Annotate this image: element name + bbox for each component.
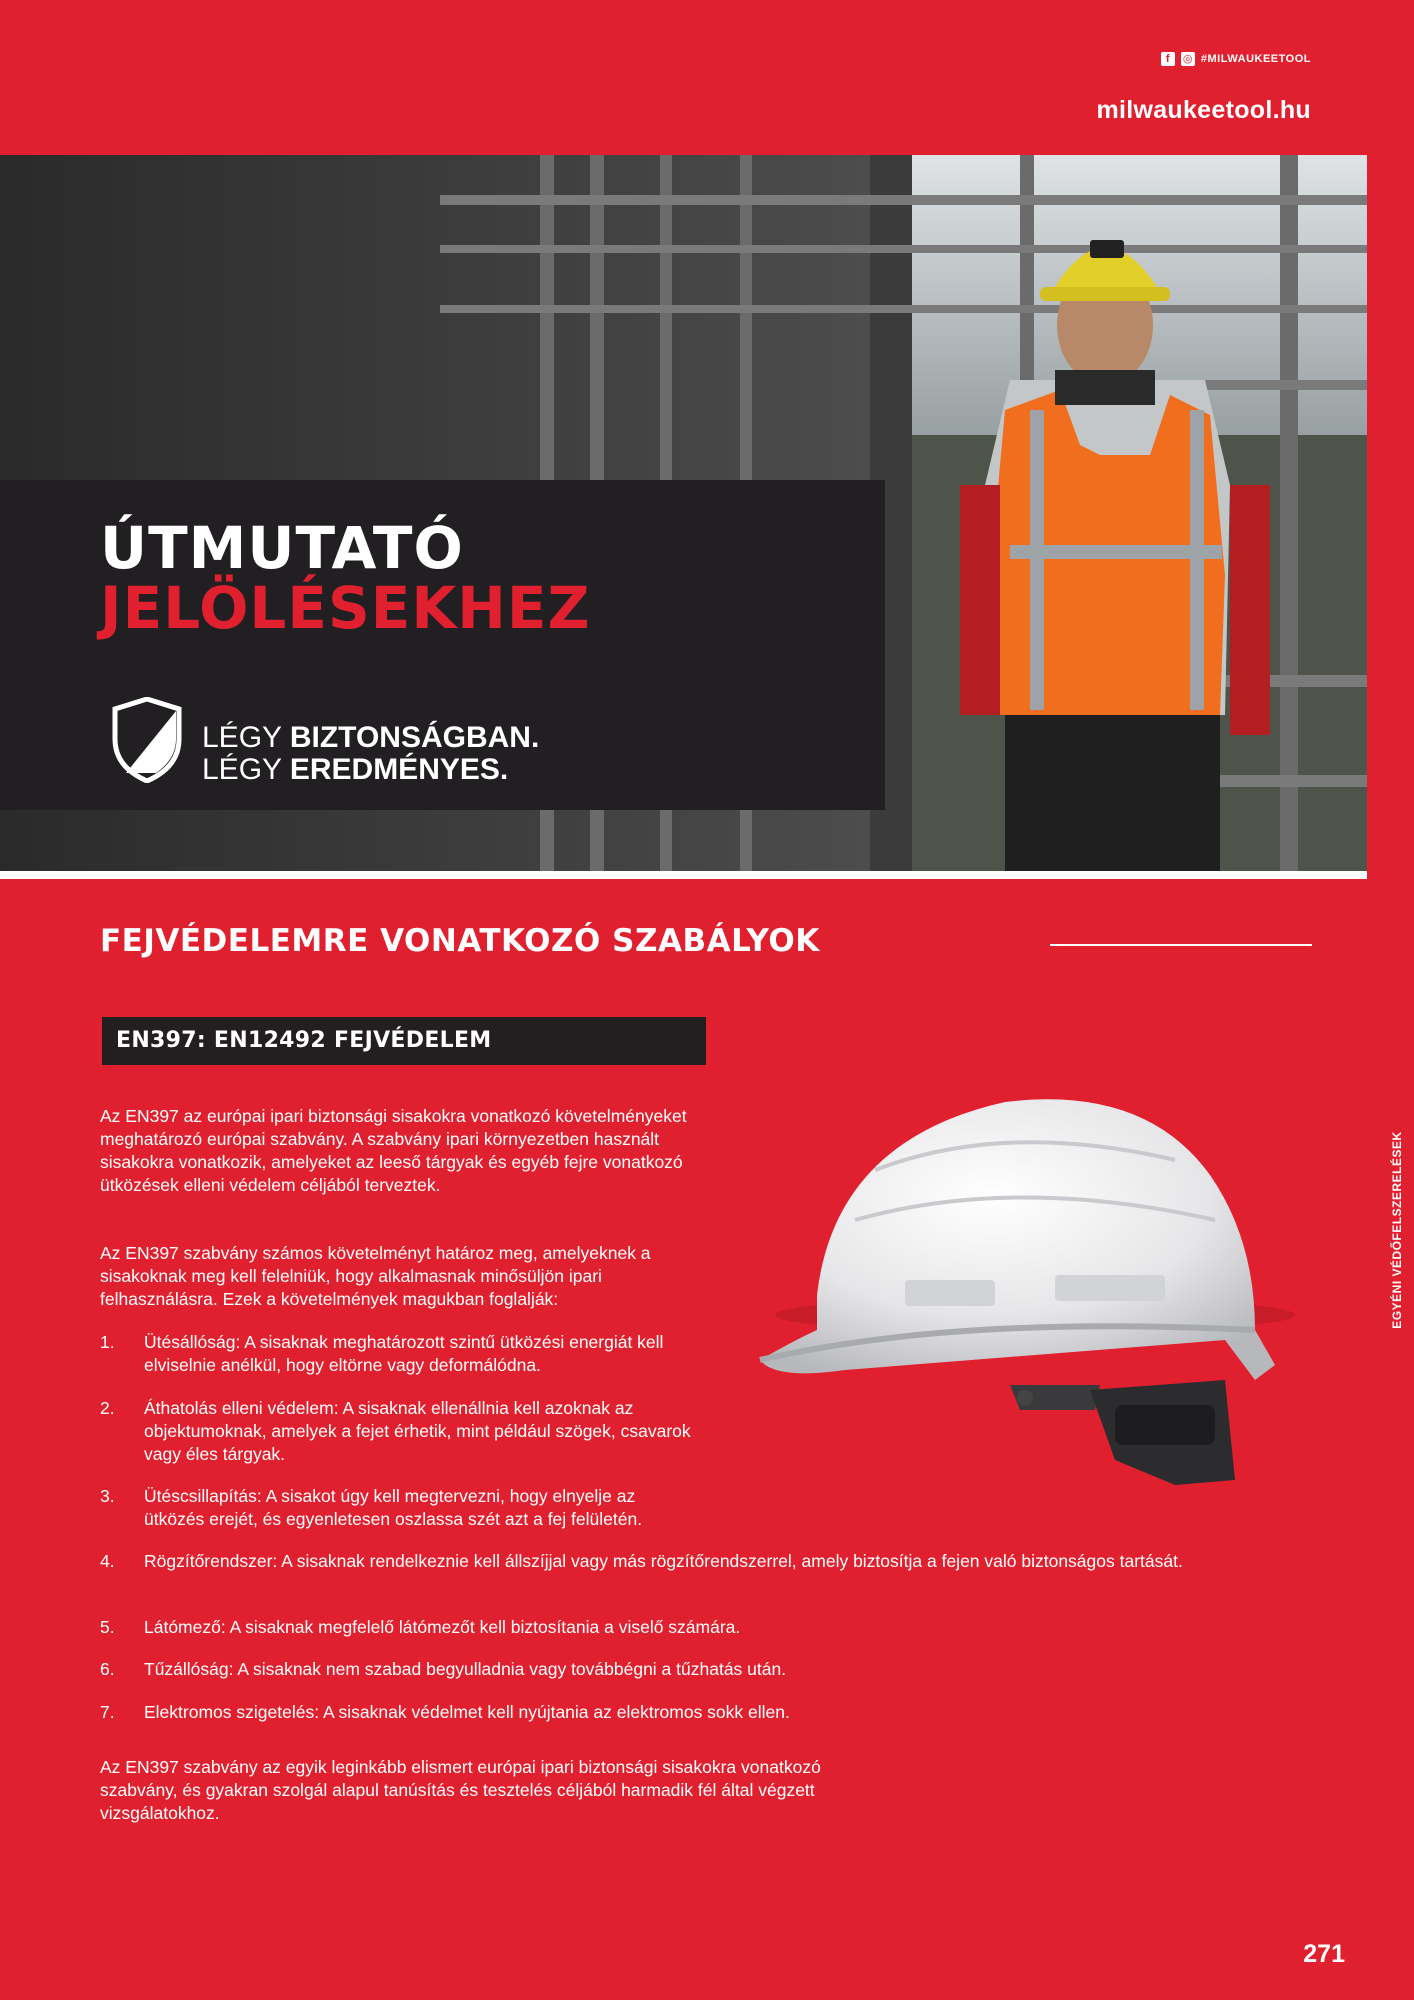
list-item: 6. Tűzállóság: A sisaknak nem szabad begyulladnia vagy továbbégni a tűzhatás után. — [100, 1659, 787, 1679]
list-item: 2. Áthatolás elleni védelem: A sisaknak ellenállnia kell azoknak az objektumoknak, amelyek a fejet érhetik, mint például szögek, csavarok vagy éles tárgyak. — [100, 1398, 691, 1464]
hero-title-line2: JELÖLÉSEKHEZ — [100, 574, 591, 642]
slogan — [202, 722, 539, 786]
list-item: 7. Elektromos szigetelés: A sisaknak védelmet kell nyújtania az elektromos sokk ellen. — [100, 1702, 790, 1722]
website-link[interactable]: milwaukeetool.hu — [1096, 96, 1311, 124]
list-item: 5. Látómező: A sisaknak megfelelő látómezőt kell biztosítania a viselő számára. — [100, 1617, 741, 1637]
list-item: 3. Ütéscsillapítás: A sisakot úgy kell megtervezni, hogy elnyelje az ütközés erejét, és egyenletesen oszlassa szét azt a fej felületén. — [100, 1486, 643, 1529]
side-tab — [1390, 1125, 1404, 1335]
intro-paragraph: Az EN397 az európai ipari biztonsági sisakokra vonatkozó követelményeket meghatározó európai szabvány. A szabvány ipari környezetben használt sisakokra vonatkozik, amelyeket az leeső tárgyak és egyéb fejre vonatkozó ütközések elleni védelem céljából terveztek. — [100, 1106, 687, 1195]
section-divider — [1050, 944, 1312, 946]
hero-title-line1: ÚTMUTATÓ — [100, 514, 464, 582]
closing-paragraph: Az EN397 szabvány az egyik leginkább elismert európai ipari biztonsági sisakokra vonatkozó szabvány, és gyakran szolgál alapul tanúsítás és tesztelés céljából harmadik fél által végzett vizsgálatokhoz. — [100, 1757, 821, 1823]
social-bar — [1161, 52, 1311, 66]
list-item: 4. Rögzítőrendszer: A sisaknak rendelkeznie kell állszíjjal vagy más rögzítőrendszerrel, amely biztosítja a fejen való biztonságos tartását. — [100, 1551, 1183, 1571]
facebook-icon[interactable]: f — [1161, 52, 1175, 66]
slogan-line2: LÉGY EREDMÉNYES. — [202, 753, 509, 786]
standard-label: EN397: EN12492 FEJVÉDELEM — [116, 1028, 492, 1053]
side-tab-label: EGYÉNI VÉDŐFELSZERELÉSEK — [1390, 1131, 1404, 1329]
shield-icon — [112, 697, 182, 783]
list-item: 1. Ütésállóság: A sisaknak meghatározott szintű ütközési energiát kell elviselnie anélkül, hogy eltörne vagy deformálódna. — [100, 1332, 664, 1375]
hero-divider — [0, 871, 1367, 879]
page-number: 271 — [1303, 1940, 1345, 1968]
standard-label-box — [102, 1017, 706, 1065]
instagram-icon[interactable]: ◎ — [1182, 53, 1193, 65]
section-title: FEJVÉDELEMRE VONATKOZÓ SZABÁLYOK — [100, 923, 820, 959]
helmet-illustration — [755, 1080, 1315, 1500]
requirements-intro: Az EN397 szabvány számos követelményt határoz meg, amelyeknek a sisakoknak meg kell felelniük, hogy alkalmasnak minősüljön ipari felhasználásra. Ezek a követelmények magukban foglalják: — [100, 1243, 651, 1309]
hashtag: #MILWAUKEETOOL — [1200, 53, 1311, 65]
slogan-line1: LÉGY BIZTONSÁGBAN. — [202, 721, 540, 754]
